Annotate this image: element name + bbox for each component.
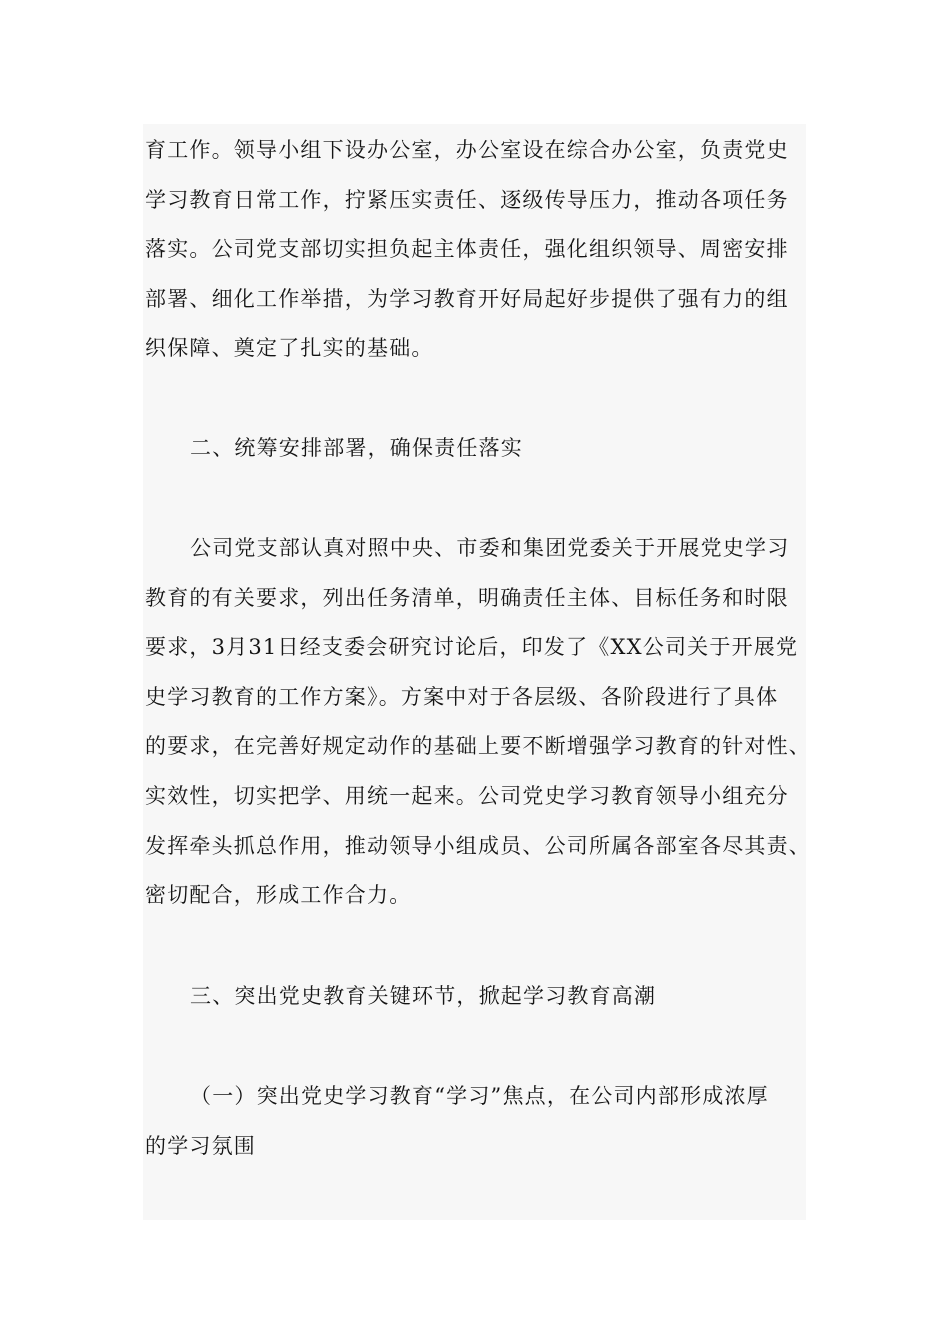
heading-text: 三、突出党史教育关键环节，掀起学习教育高潮 — [190, 984, 657, 1008]
text-line: 的学习氛围 — [145, 1133, 256, 1158]
text-line: 实效性，切实把学、用统一起来。公司党史学习教育领导小组充分 — [145, 783, 789, 808]
text-line: 学习教育日常工作，拧紧压实责任、逐级传导压力，推动各项任务 — [145, 187, 789, 212]
text-line: 密切配合，形成工作合力。 — [145, 883, 412, 908]
section-heading-2 — [190, 424, 860, 474]
text-line: （一）突出党史学习教育“学习”焦点，在公司内部形成浓厚 — [190, 1084, 769, 1108]
text-line: 部署、细化工作举措，为学习教育开好局起好步提供了强有力的组 — [145, 286, 789, 311]
section-heading-3 — [190, 972, 860, 1022]
text-line: 公司党支部认真对照中央、市委和集团党委关于开展党史学习 — [190, 536, 790, 560]
text-line: 史学习教育的工作方案》。方案中对于各层级、各阶段进行了具体 — [145, 684, 779, 709]
heading-text: 二、统筹安排部署，确保责任落实 — [190, 436, 523, 460]
subsection-heading-1 — [145, 1072, 815, 1171]
text-line: 发挥牵头抓总作用，推动领导小组成员、公司所属各部室各尽其责、 — [145, 833, 811, 858]
paragraph-section-2 — [145, 524, 815, 921]
text-line: 落实。公司党支部切实担负起主体责任，强化组织领导、周密安排 — [145, 237, 789, 262]
paragraph-continuation — [145, 126, 815, 374]
text-line: 教育的有关要求，列出任务清单，明确责任主体、目标任务和时限 — [145, 585, 789, 610]
text-line: 要求，3月31日经支委会研究讨论后，印发了《XX公司关于开展党 — [145, 635, 799, 660]
text-line: 织保障、奠定了扎实的基础。 — [145, 336, 434, 361]
text-line: 育工作。领导小组下设办公室，办公室设在综合办公室，负责党史 — [145, 138, 789, 162]
text-line: 的要求，在完善好规定动作的基础上要不断增强学习教育的针对性、 — [145, 734, 811, 759]
